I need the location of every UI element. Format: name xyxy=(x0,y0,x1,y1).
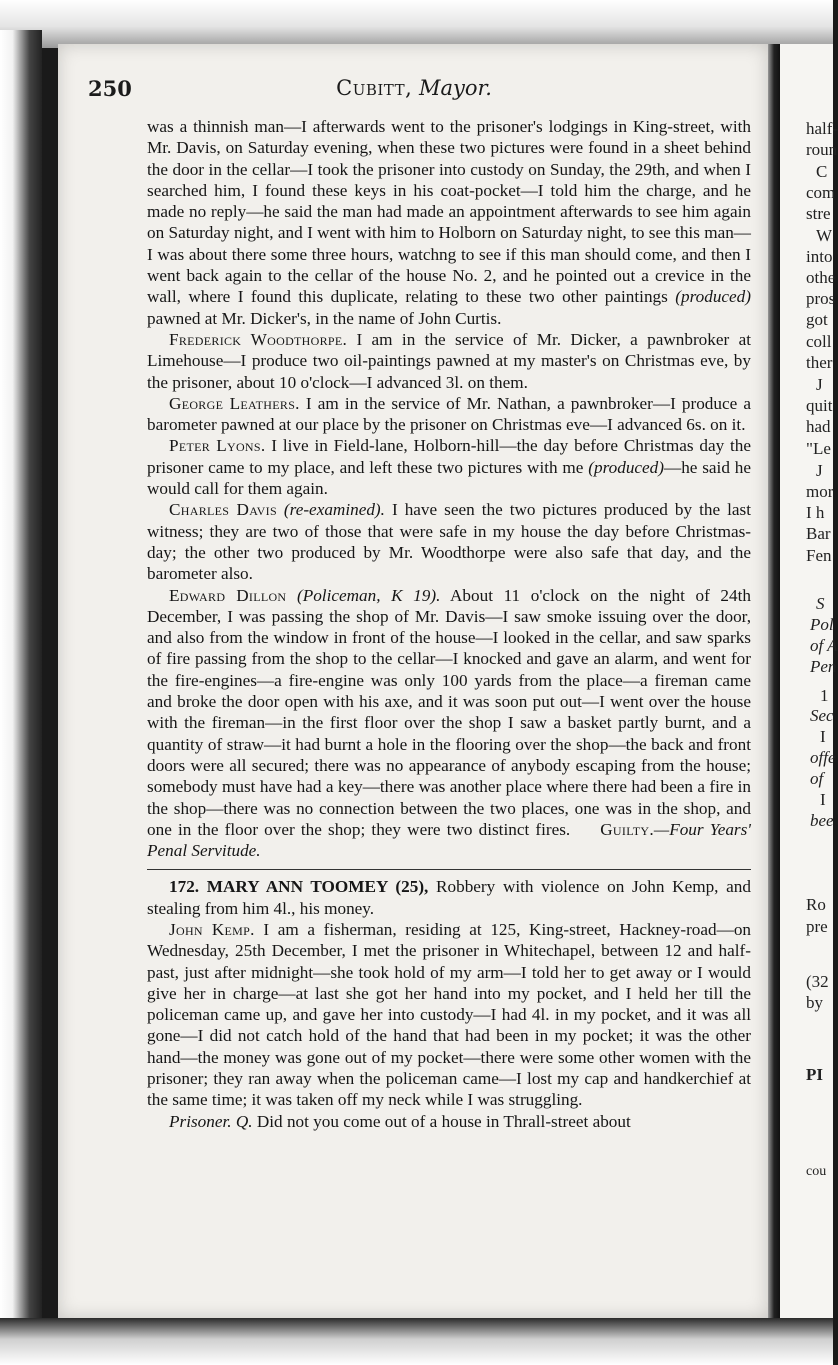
adjacent-fragment: com xyxy=(806,183,836,202)
adjacent-fragment: Sec xyxy=(810,706,834,725)
scan-bottom-border xyxy=(0,1318,833,1365)
adjacent-fragment: I xyxy=(820,727,826,746)
witness-name: John Kemp. xyxy=(169,919,255,939)
text-run: I am in the service of Mr. Dicker, a pawnbroker at Limehouse—I produce two oil-paintings pawned at my master's on Christmas eve, by the prisoner, about 10 o'clock—I advanced 3l. on them. xyxy=(147,329,751,392)
witness-name: Peter Lyons. xyxy=(169,436,266,456)
paragraph-continued-testimony xyxy=(147,116,751,329)
paragraph-testimony xyxy=(147,393,751,436)
text-run: I am a fisherman, residing at 125, King-street, Hackney-road—on Wednesday, 25th December, I met the prisoner in Whitechapel, between 12 and half-past, just after midnight—she took hold of my arm—I told her to get away or I would give her in charge—at last she got her hand into my pocket, and I held her till the policeman came up, and gave her into custody—I had 4l. in my pocket, and it was all gone—I did not catch hold of the hand that had been in my pocket; it was the other hand—the money was gone out of my pocket—there were some other women with the prisoner; they ran away when the policeman came—I lost my cap and handkerchief at the same time; it was taken off my neck while I was struggling. xyxy=(147,919,752,1110)
case-number: 172. xyxy=(169,877,200,897)
adjacent-fragment: of xyxy=(810,769,824,788)
text-run: pawned at Mr. Dicker's, in the name of John Curtis. xyxy=(147,308,502,328)
adjacent-fragment: pros xyxy=(806,289,836,308)
running-header xyxy=(88,74,740,104)
speaker-label: Prisoner. xyxy=(169,1111,232,1131)
paragraph-testimony xyxy=(147,329,751,393)
adjacent-fragment: C xyxy=(816,162,828,181)
adjacent-fragment: coll xyxy=(806,332,832,351)
paragraph-cross-examination xyxy=(147,1111,751,1132)
adjacent-fragment: (32 xyxy=(806,972,829,991)
case-heading xyxy=(147,876,751,919)
defendant-name: MARY ANN TOOMEY (25), xyxy=(206,877,429,897)
adjacent-fragment: cou xyxy=(806,1164,827,1179)
page-number: 250 xyxy=(88,76,132,101)
adjacent-fragment: Fen xyxy=(806,546,832,565)
adjacent-fragment: offe xyxy=(810,748,836,767)
adjacent-fragment: W xyxy=(816,226,833,245)
text-run: —he said he would call for them again. xyxy=(147,457,751,499)
adjacent-fragment: othe xyxy=(806,268,836,287)
adjacent-fragment: stre xyxy=(806,204,831,223)
text-run: was a thinnish man—I afterwards went to the prisoner's lodgings in King-street, with Mr. Davis, on Saturday evening, when these two pictures were found in a sheet behind the door in the cellar—I took the prisoner into custody on Sunday, the 29th, and when I searched him, I found these keys in his coat-pocket—I told him the charge, and he made no reply—he said the man had made an appointment afterwards to see him again on Saturday night, and I went with him to Holborn on Saturday night, to see this man—I was about there some three hours, watchng to see if this man should come, and then I went back again to the cellar of the house No. 2, and he pointed out a crevice in the wall, where I found this duplicate, relating to these two other paintings xyxy=(147,117,751,307)
adjacent-fragment: Bar xyxy=(806,524,831,543)
witness-role: (re-examined). xyxy=(276,500,385,520)
paragraph-testimony xyxy=(147,919,751,1111)
adjacent-page-fragment xyxy=(780,44,838,1318)
question-marker: Q. xyxy=(235,1111,253,1131)
adjacent-fragment: into xyxy=(806,247,833,266)
adjacent-fragment: of A xyxy=(810,636,838,655)
paragraph-testimony xyxy=(147,435,751,499)
adjacent-fragment: 1 xyxy=(820,686,829,705)
witness-name: Charles Davis xyxy=(169,500,277,520)
adjacent-fragment: Pol xyxy=(810,615,834,634)
text-run: Did not you come out of a house in Thrall-street about xyxy=(252,1111,631,1131)
adjacent-fragment: pre xyxy=(806,917,828,936)
paragraph-testimony xyxy=(147,585,751,862)
adjacent-fragment: got xyxy=(806,310,828,329)
adjacent-fragment: by xyxy=(806,993,823,1012)
adjacent-fragment: J xyxy=(816,461,823,480)
adjacent-fragment: ther xyxy=(806,353,833,372)
adjacent-fragment: S xyxy=(816,594,825,613)
book-gutter xyxy=(768,44,780,1318)
witness-name: Edward Dillon xyxy=(169,585,287,605)
adjacent-fragment: Ro xyxy=(806,895,826,914)
paragraph-testimony xyxy=(147,499,751,584)
running-title-role: Mayor. xyxy=(418,76,492,100)
scan-left-border xyxy=(0,30,42,1365)
adjacent-fragment: I h xyxy=(806,503,825,522)
text-run: About 11 o'clock on the night of 24th December, I was passing the shop of Mr. Davis—I saw smoke issuing over the door, and also from the window in front of the house—I looked in the cellar, and saw sparks of fire passing from the shop to the cellar—I knocked and gave an alarm, and went for the fire-engines—a fire-engine was only 100 yards from the place—a fireman came and broke the door open with his axe, and it was soon put out—I went over the house with the fireman—in the first floor over the shop I saw a basket partly burnt, and a quantity of straw—it had burnt a hole in the flooring over the shop—the back and front doors were all secured; there was no appearance of anybody escaping from the house; somebody must have had a key—there was another place where there had been a fire in the shop—there was no connection between the two places, one was in the shop, and one in the floor over the shop; they were two distinct fires. xyxy=(147,585,751,839)
adjacent-fragment: mor xyxy=(806,482,834,501)
verdict-label: Guilty. xyxy=(600,819,654,839)
page-body xyxy=(147,116,751,1132)
case-divider xyxy=(147,869,751,870)
witness-name: George Leathers. xyxy=(169,393,300,413)
adjacent-fragment: I xyxy=(820,790,826,809)
text-run-italic: (produced) xyxy=(675,287,751,307)
adjacent-fragment: half- xyxy=(806,119,838,138)
text-run: I live in Field-lane, Holborn-hill—the day before Christmas day the prisoner came to my place, and left these two pictures with me xyxy=(147,436,752,477)
adjacent-fragment: Pen xyxy=(810,657,837,676)
adjacent-fragment: roun xyxy=(806,140,838,159)
charge-text: Robbery with violence on John Kemp, and stealing from him 4l., his money. xyxy=(147,877,751,918)
adjacent-fragment: had xyxy=(806,417,831,436)
running-title xyxy=(88,76,740,100)
running-title-name: Cubitt, xyxy=(336,76,413,100)
text-run-italic: (produced) xyxy=(588,457,664,477)
verdict-text: —Four Years' Penal Servitude. xyxy=(147,819,751,861)
text-run: I am in the service of Mr. Nathan, a pawnbroker—I produce a barometer pawned at our place by the prisoner on Christmas eve—I advanced 6s. on it. xyxy=(147,393,751,435)
adjacent-fragment: bee xyxy=(810,811,834,830)
adjacent-fragment: quit xyxy=(806,396,833,415)
adjacent-fragment: PI xyxy=(806,1065,823,1084)
adjacent-fragment: "Le xyxy=(806,439,831,458)
witness-role: (Policeman, K 19). xyxy=(286,585,441,605)
scan-top-border xyxy=(0,0,833,48)
witness-name: Frederick Woodthorpe. xyxy=(169,329,348,349)
text-run: I have seen the two pictures produced by the last witness; they are two of those that were safe in my house the day before Christmas-day; the other two produced by Mr. Woodthorpe were also safe that day, and the barometer also. xyxy=(147,500,751,584)
adjacent-fragment: J xyxy=(816,375,823,394)
